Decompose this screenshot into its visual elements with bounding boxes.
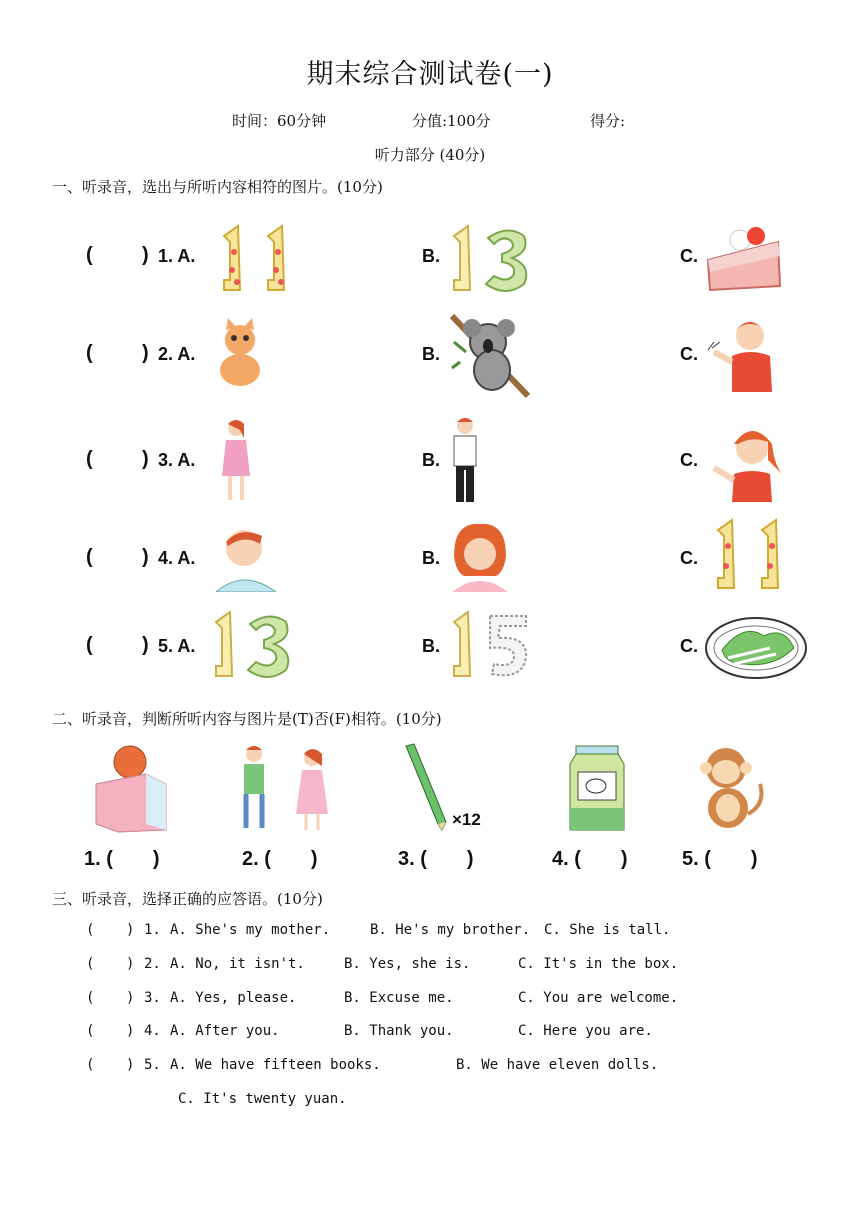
- cat-icon: [214, 318, 266, 388]
- cake-slice-icon: [704, 222, 784, 294]
- option-b-label: B.: [422, 246, 440, 266]
- grandpa-icon: [210, 520, 280, 592]
- answer-paren-close: ): [142, 448, 149, 470]
- option-c-label: C.: [680, 246, 698, 266]
- pencil-quantity: ×12: [452, 810, 481, 829]
- option-c-label: C.: [680, 548, 698, 568]
- answer-paren[interactable]: (: [86, 1023, 95, 1039]
- answer-paren[interactable]: (: [86, 244, 93, 266]
- option-a: A. We have fifteen books.: [170, 1057, 381, 1073]
- tf-answer-3[interactable]: 3. ( ): [398, 848, 474, 870]
- answer-paren[interactable]: (: [86, 634, 93, 656]
- section2-heading: 二、听录音，判断所听内容与图片是(T)否(F)相符。(10分): [52, 710, 442, 728]
- answer-paren[interactable]: (: [86, 448, 93, 470]
- option-c-label: C.: [680, 636, 698, 656]
- tf-answer-5[interactable]: 5. ( ): [682, 848, 758, 870]
- koala-icon: [448, 312, 536, 398]
- option-b: B. He's my brother.: [370, 922, 531, 938]
- number-15-giraffe-snake-icon: [446, 608, 538, 680]
- option-c: C. It's twenty yuan.: [178, 1091, 347, 1107]
- answer-paren-close: ): [142, 342, 149, 364]
- question-number: 5.: [144, 1057, 161, 1073]
- tf-answer-1[interactable]: 1. ( ): [84, 848, 160, 870]
- option-c: C. She is tall.: [544, 922, 671, 938]
- answer-paren[interactable]: (: [86, 990, 95, 1006]
- option-c-label: C.: [680, 344, 698, 364]
- option-b-label: B.: [422, 344, 440, 364]
- option-b: B. Thank you.: [344, 1023, 454, 1039]
- girl-waving-icon: [704, 414, 784, 502]
- score-info: 分值:100分: [412, 112, 491, 130]
- monkey-icon: [694, 744, 766, 834]
- tf-answer-4[interactable]: 4. ( ): [552, 848, 628, 870]
- option-b: B. Yes, she is.: [344, 956, 471, 972]
- man-standing-icon: [448, 416, 482, 504]
- s1-row-4: [0, 516, 860, 596]
- option-c-label: C.: [680, 450, 698, 470]
- s1-row-1: [0, 222, 860, 302]
- boy-and-girl-icon: [236, 744, 336, 832]
- option-c: C. It's in the box.: [518, 956, 679, 972]
- answer-paren[interactable]: (: [86, 546, 93, 568]
- option-b-label: B.: [422, 636, 440, 656]
- option-b-label: B.: [422, 548, 440, 568]
- number-11-giraffe-icon: [210, 222, 305, 294]
- option-b: B. We have eleven dolls.: [456, 1057, 659, 1073]
- s1-row-2: [0, 312, 860, 402]
- answer-paren[interactable]: (: [86, 342, 93, 364]
- option-c: C. You are welcome.: [518, 990, 679, 1006]
- answer-paren-close: ): [126, 1057, 135, 1073]
- number-13-giraffe-dino-icon: [208, 608, 300, 680]
- question-number: 4. A.: [158, 548, 196, 568]
- question-number: 1. A.: [158, 246, 196, 266]
- s1-row-5: [0, 608, 860, 688]
- option-a: A. After you.: [170, 1023, 280, 1039]
- tf-answer-2[interactable]: 2. ( ): [242, 848, 318, 870]
- question-number: 3.: [144, 990, 161, 1006]
- boy-waving-icon: [704, 312, 780, 392]
- option-a: A. She's my mother.: [170, 922, 331, 938]
- question-number: 1.: [144, 922, 161, 938]
- girl-standing-icon: [216, 416, 256, 504]
- answer-paren-close: ): [126, 1023, 135, 1039]
- listening-subtitle: 听力部分 (40分): [374, 146, 486, 164]
- ball-on-box-icon: [92, 744, 170, 834]
- question-number: 2. A.: [158, 344, 196, 364]
- option-a: A. No, it isn't.: [170, 956, 305, 972]
- answer-paren-close: ): [142, 244, 149, 266]
- answer-paren-close: ): [126, 922, 135, 938]
- option-b-label: B.: [422, 450, 440, 470]
- milk-carton-icon: [568, 744, 626, 832]
- vegetables-plate-icon: [704, 608, 808, 682]
- option-b: B. Excuse me.: [344, 990, 454, 1006]
- section3-heading: 三、听录音，选择正确的应答语。(10分): [52, 890, 323, 908]
- answer-paren[interactable]: (: [86, 956, 95, 972]
- page-title: 期末综合测试卷(一): [306, 59, 554, 90]
- time-info: 时间：60分钟: [232, 112, 327, 130]
- answer-paren[interactable]: (: [86, 922, 95, 938]
- answer-paren-close: ): [126, 990, 135, 1006]
- answer-paren-close: ): [142, 634, 149, 656]
- answer-paren-close: ): [142, 546, 149, 568]
- option-a: A. Yes, please.: [170, 990, 297, 1006]
- question-number: 5. A.: [158, 636, 196, 656]
- number-11-giraffe-icon: [704, 516, 799, 592]
- option-c: C. Here you are.: [518, 1023, 653, 1039]
- s1-row-3: [0, 414, 860, 506]
- answer-paren[interactable]: (: [86, 1057, 95, 1073]
- answer-paren-close: ): [126, 956, 135, 972]
- got-label: 得分:: [590, 112, 626, 130]
- question-number: 2.: [144, 956, 161, 972]
- question-number: 4.: [144, 1023, 161, 1039]
- question-number: 3. A.: [158, 450, 196, 470]
- section1-heading: 一、听录音，选出与所听内容相符的图片。(10分): [52, 178, 383, 196]
- number-13-giraffe-dino-icon: [446, 222, 538, 294]
- woman-icon: [446, 520, 512, 592]
